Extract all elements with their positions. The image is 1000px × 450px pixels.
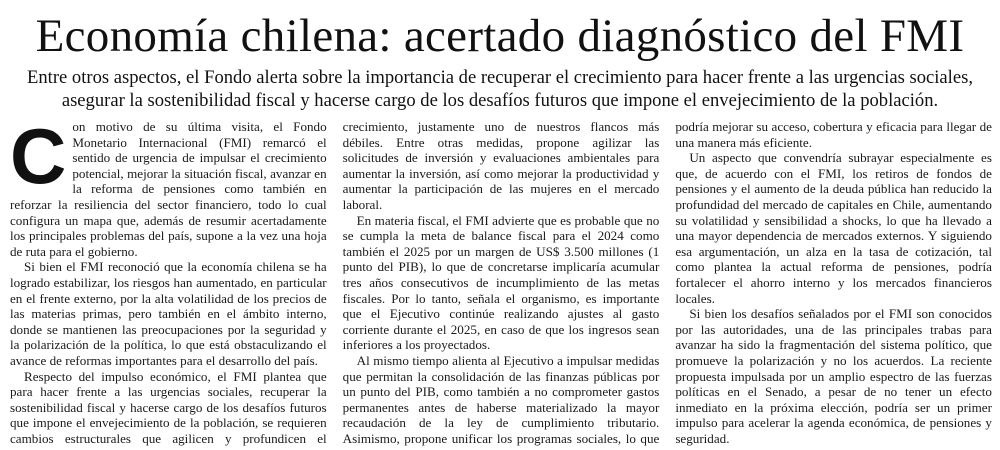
article-paragraph: Un aspecto que convendría subrayar especialmente es que, de acuerdo con el FMI, los retiros de fondos de pensiones y el aumento de la deuda pública han reducido la profundidad del mercado de capitales en Chile, aumentando su volatilidad y sensibilidad a shocks, lo que ha llevado a una mayor dependencia de mercados externos. Y siguiendo esa argumentación, un alza en la tasa de cotización, tal como plantea la actual reforma de pensiones, podría fortalecer el ahorro interno y los mercados financieros locales. [675, 150, 992, 306]
article-paragraph: Si bien el FMI reconoció que la economía chilena se ha logrado estabilizar, los riesgos han aumentado, en particular en el frente externo, por la alta volatilidad de los precios de las materias primas, pero también en el ámbito interno, donde se mantienen las preocupaciones por la seguridad y la polarización de la política, lo que está obstaculizando el avance de reformas importantes para el desarrollo del país. [10, 259, 327, 368]
article-body [10, 112, 992, 447]
article-paragraph: Al mismo tiempo alienta al Ejecutivo a impulsar medidas que permitan la consolidación de las finanzas públicas por un punto del PIB, como también a no comprometer gastos permanentes antes de haberse materializado la mayor recaudación de la ley de cumplimiento tributario. Asimismo, propone unificar los programas sociales, lo que podría mejorar su acceso, cobertura y eficacia para llegar de una manera más eficiente. [342, 119, 992, 446]
article-deck: Entre otros aspectos, el Fondo alerta sobre la importancia de recuperar el crecimiento para hacer frente a las urgencias sociales, asegurar la sostenibilidad fiscal y hacerse cargo de los desafíos futuros que impone el envejecimiento de la población. [27, 67, 973, 111]
drop-cap: C [10, 112, 67, 200]
article-paragraph [10, 112, 327, 259]
article-paragraph: Si bien los desafíos señalados por el FMI son conocidos por las autoridades, una de las principales trabas para avanzar ha sido la fragmentación del sistema político, que promueve la polarización y no los acuerdos. La reciente propuesta impulsada por un amplio espectro de las fuerzas políticas en el Senado, a pesar de no tener un efecto inmediato en la próxima elección, podría ser un primer impulso para acelerar la agenda económica, de pensiones y seguridad. [675, 306, 992, 446]
article-headline: Economía chilena: acertado diagnóstico del FMI [35, 10, 965, 62]
article-paragraph: Respecto del impulso económico, el FMI plantea que para hacer frente a las urgencias sociales, recuperar la sostenibilidad fiscal y hacerse cargo de los desafíos futuros que impone el envejecimiento de la población, se requieren cambios estructurales que agilicen y profundicen el crecimiento, justamente uno de nuestros flancos más débiles. Entre otras medidas, propone agilizar las solicitudes de inversión y evaluaciones ambientales para aumentar la inversión, así como mejorar la productividad y aumentar la participación de las mujeres en el mercado laboral. [10, 119, 660, 446]
article-paragraph-text: on motivo de su última visita, el Fondo Monetario Internacional (FMI) remarcó el sentido de urgencia de impulsar el crecimiento potencial, mejorar la situación fiscal, avanzar en la reforma de pensiones como también en reforzar la resiliencia del sector financiero, todo lo cual configura un mapa que, además de resumir acertadamente los principales problemas del país, supone a la vez una hoja de ruta para el gobierno. [10, 119, 327, 259]
article-paragraph: En materia fiscal, el FMI advierte que es probable que no se cumpla la meta de balance fiscal para el 2024 como también el 2025 por un margen de US$ 3.500 millones (1 punto del PIB), lo que de concretarse implicaría acumular tres años consecutivos de incumplimiento de las metas fiscales. Por lo tanto, señala el organismo, es importante que el Ejecutivo continúe realizando ajustes al gasto corriente durante el 2025, en caso de que los ingresos sean inferiores a los proyectados. [342, 212, 660, 353]
